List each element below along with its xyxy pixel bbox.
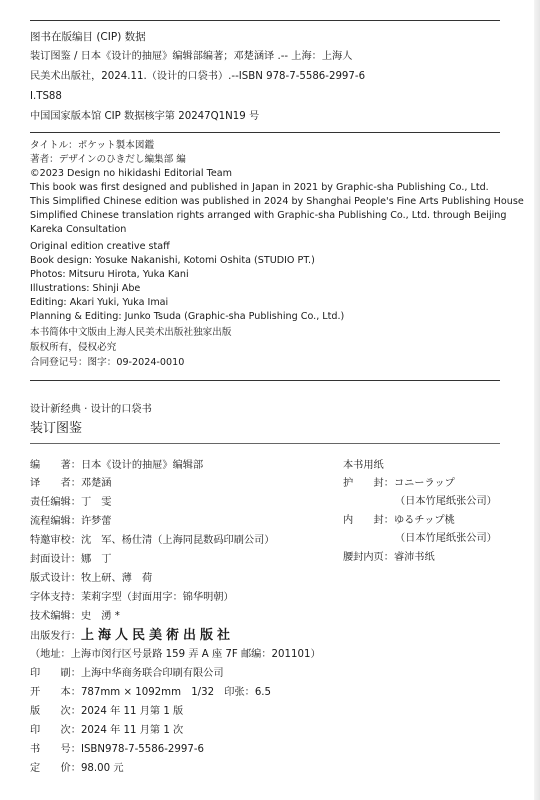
credit-row	[30, 553, 112, 567]
credit-row	[30, 667, 224, 681]
credit-row	[30, 705, 183, 719]
rights-line: 本书简体中文版由上海人民美术出版社独家出版	[30, 327, 232, 338]
credit-row	[30, 648, 321, 662]
rights-line: Original edition creative staff	[30, 241, 170, 252]
rights-line: Book design: Yosuke Nakanishi, Kotomi Oshita (STUDIO PT.)	[30, 255, 315, 266]
paper-inner-value: ゆるチップ桃	[393, 515, 455, 526]
credit-row	[30, 743, 204, 757]
paper-cover-row	[343, 477, 455, 491]
credit-label: 印 次：	[30, 725, 81, 736]
rights-line: Simplified Chinese translation rights arranged with Graphic-sha Publishing Co., Ltd. through Beijing	[30, 210, 507, 221]
credit-row	[30, 534, 275, 548]
credit-value: 许梦蕾	[80, 516, 112, 527]
cip-bottom-rule	[30, 132, 500, 133]
paper-heading: 本书用纸	[343, 460, 384, 471]
cip-line-2: 民美术出版社，2024.11.（设计的口袋书）.--ISBN 978-7-5586-2997-6	[30, 71, 366, 82]
credit-value: 2024 年 11 月第 1 次	[80, 725, 184, 736]
credit-row	[30, 572, 152, 586]
rights-line: Kareka Consultation	[30, 224, 127, 235]
rights-line: This book was first designed and published in Japan in 2021 by Graphic-sha Publishing Co., Ltd.	[30, 182, 489, 193]
rights-bottom-rule	[30, 380, 500, 381]
credit-value: 茉莉字型（封面用字：锦华明朝）	[80, 592, 234, 603]
paper-page-row	[343, 551, 435, 565]
credit-value: 牧上研、薄 荷	[80, 573, 153, 584]
rights-line: 版权所有，侵权必究	[30, 342, 117, 353]
rights-line: Planning & Editing: Junko Tsuda (Graphic-sha Publishing Co., Ltd.)	[30, 311, 345, 322]
paper-inner-row	[343, 514, 455, 528]
rights-line: 著者：デザインのひきだし編集部 編	[30, 154, 186, 165]
title-rule	[30, 443, 500, 444]
credit-label: 译 者：	[30, 478, 81, 489]
credit-value: 日本《设计的抽屉》编辑部	[80, 460, 204, 471]
rights-line: ©2023 Design no hikidashi Editorial Team	[30, 168, 232, 179]
credit-value: 上海中华商务联合印刷有限公司	[80, 668, 224, 679]
rights-line: Illustrations: Shinji Abe	[30, 283, 141, 294]
credit-value: 98.00 元	[80, 763, 124, 774]
credit-label: 责任编辑：	[30, 497, 81, 508]
credit-label: 书 号：	[30, 744, 81, 755]
cip-heading: 图书在版编目 (CIP) 数据	[30, 31, 146, 43]
rights-line: This Simplified Chinese edition was published in 2024 by Shanghai People's Fine Arts Publishing House	[30, 196, 524, 207]
credit-row	[30, 610, 120, 624]
rights-line: Editing: Akari Yuki, Yuka Imai	[30, 297, 169, 308]
credit-row	[30, 515, 112, 529]
paper-cover-label: 护 封：	[343, 478, 394, 489]
credit-value: 2024 年 11 月第 1 版	[80, 706, 184, 717]
page-edge-shadow	[534, 0, 540, 800]
credit-label: 流程编辑：	[30, 516, 81, 527]
cip-line-4: 中国国家版本馆 CIP 数据核字第 20247Q1N19 号	[30, 111, 260, 122]
credit-value: 787mm × 1092mm 1/32 印张：6.5	[80, 687, 272, 698]
credit-label: 定 价：	[30, 763, 81, 774]
rights-line: 合同登记号：图字：09-2024-0010	[30, 357, 185, 368]
credit-value: 邓楚涵	[80, 478, 112, 489]
cip-line-3: I.TS88	[30, 91, 62, 102]
cip-line-1: 装订图鉴 / 日本《设计的抽屉》编辑部编著；邓楚涵译 .-- 上海：上海人	[30, 51, 353, 62]
credit-row	[30, 629, 234, 644]
paper-inner-label: 内 封：	[343, 515, 394, 526]
credit-label: 特邀审校：	[30, 535, 81, 546]
credit-value: 沈 军、杨仕清（上海同昆数码印刷公司）	[80, 535, 275, 546]
series-name: 设计新经典 · 设计的口袋书	[30, 404, 152, 415]
credit-label: 字体支持：	[30, 592, 81, 603]
credit-row	[30, 591, 234, 605]
credit-value: 史 湧 *	[80, 611, 120, 622]
credit-row	[30, 762, 124, 776]
book-title: 装订图鉴	[30, 421, 83, 436]
credit-value: 娜 丁	[80, 554, 112, 565]
paper-page-value: 睿沛书纸	[393, 552, 435, 563]
credit-row	[30, 686, 271, 700]
top-rule	[30, 20, 500, 21]
credit-row	[30, 477, 112, 491]
credit-label: 出版发行：	[30, 631, 81, 642]
credit-row	[30, 724, 183, 738]
paper-page-label: 腰封内页：	[343, 552, 394, 563]
rights-line: タイトル：ポケット製本図鑑	[30, 140, 155, 151]
paper-inner-note: （日本竹尾纸张公司）	[395, 533, 497, 544]
publisher-logotype: 上海人民美術出版社	[80, 628, 234, 643]
credit-label: 开 本：	[30, 687, 81, 698]
credit-label: 印 刷：	[30, 668, 81, 679]
paper-cover-note: （日本竹尾纸张公司）	[395, 496, 497, 507]
credit-value: （地址：上海市闵行区号景路 159 弄 A 座 7F 邮编：201101）	[30, 649, 321, 660]
rights-line: Photos: Mitsuru Hirota, Yuka Kani	[30, 269, 189, 280]
credit-row	[30, 459, 203, 473]
credit-label: 编 著：	[30, 460, 81, 471]
paper-cover-value: コニーラップ	[393, 478, 455, 489]
credit-label: 封面设计：	[30, 554, 81, 565]
credit-value: ISBN978-7-5586-2997-6	[80, 744, 204, 755]
credit-value: 丁 雯	[80, 497, 112, 508]
credit-row	[30, 496, 112, 510]
credit-label: 版式设计：	[30, 573, 81, 584]
credit-label: 技术编辑：	[30, 611, 81, 622]
credit-label: 版 次：	[30, 706, 81, 717]
